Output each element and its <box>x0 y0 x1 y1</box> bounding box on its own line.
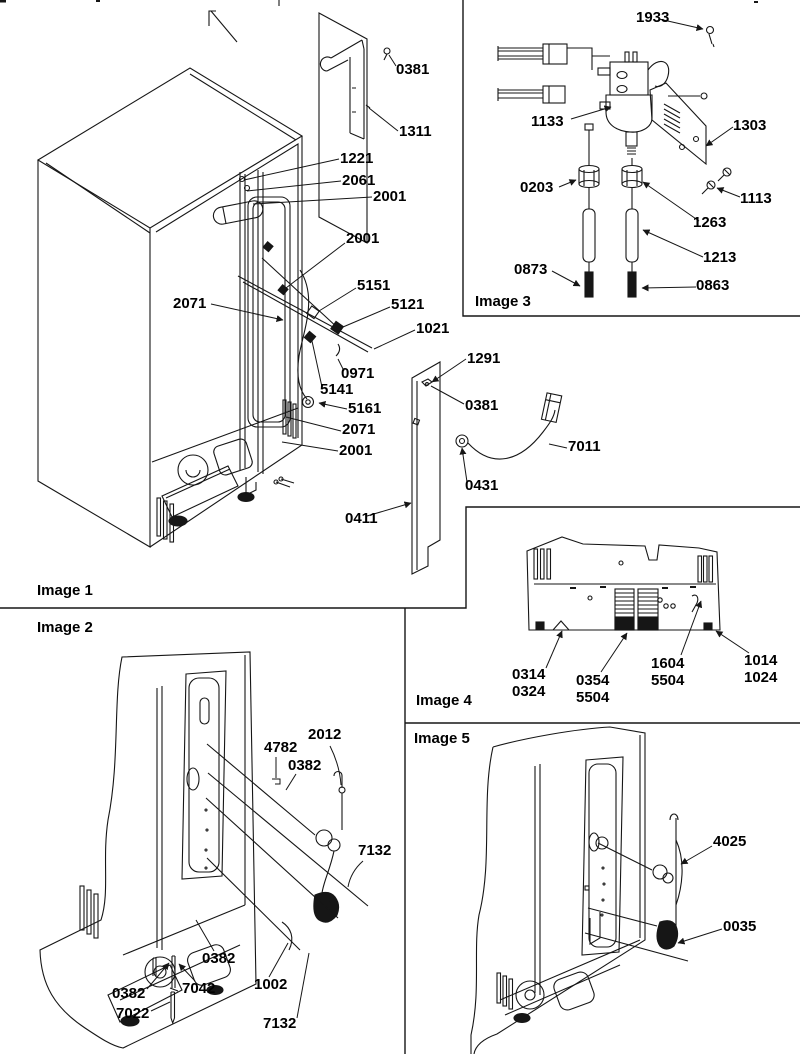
part-label-1021: 1021 <box>416 320 450 337</box>
part-label-4025: 4025 <box>713 833 747 850</box>
image5-art <box>471 727 722 1054</box>
part-label-0382: 0382 <box>112 985 146 1002</box>
part-label-1291: 1291 <box>467 350 501 367</box>
part-label-1133: 1133 <box>531 113 564 130</box>
part-label-0381: 0381 <box>396 61 430 78</box>
image5-caption: Image 5 <box>414 730 470 747</box>
part-label-0324: 0324 <box>512 683 546 700</box>
part-label-0382: 0382 <box>288 757 322 774</box>
part-label-2001: 2001 <box>373 188 407 205</box>
part-label-1014: 1014 <box>744 652 778 669</box>
part-label-0431: 0431 <box>465 477 499 494</box>
part-label-2012: 2012 <box>308 726 342 743</box>
part-label-0382: 0382 <box>202 950 236 967</box>
part-label-1221: 1221 <box>340 150 374 167</box>
image1-caption: Image 1 <box>37 582 93 599</box>
part-label-1213: 1213 <box>703 249 737 266</box>
part-label-0203: 0203 <box>520 179 554 196</box>
part-label-5504: 5504 <box>651 672 685 689</box>
part-label-5121: 5121 <box>391 296 425 313</box>
part-label-2001: 2001 <box>346 230 380 247</box>
part-label-0035: 0035 <box>723 918 757 935</box>
part-label-1604: 1604 <box>651 655 685 672</box>
part-label-7042: 7042 <box>182 980 216 997</box>
part-label-2061: 2061 <box>342 172 376 189</box>
part-label-4782: 4782 <box>264 739 298 756</box>
part-label-0971: 0971 <box>341 365 375 382</box>
image2-caption: Image 2 <box>37 619 93 636</box>
part-label-2071: 2071 <box>342 421 376 438</box>
part-label-2071: 2071 <box>173 295 207 312</box>
part-label-1002: 1002 <box>254 976 288 993</box>
part-label-1263: 1263 <box>693 214 727 231</box>
part-label-1311: 1311 <box>399 123 432 140</box>
image4-caption: Image 4 <box>416 692 472 709</box>
part-label-1113: 1113 <box>740 190 772 207</box>
part-label-5141: 5141 <box>320 381 354 398</box>
image4-art <box>527 537 749 672</box>
part-label-1303: 1303 <box>733 117 767 134</box>
part-label-0863: 0863 <box>696 277 730 294</box>
part-label-0354: 0354 <box>576 672 610 689</box>
part-label-0381: 0381 <box>465 397 499 414</box>
part-label-5504: 5504 <box>576 689 610 706</box>
image3-caption: Image 3 <box>475 293 531 310</box>
part-label-7011: 7011 <box>568 438 601 455</box>
part-label-1024: 1024 <box>744 669 778 686</box>
part-label-5161: 5161 <box>348 400 382 417</box>
part-label-0314: 0314 <box>512 666 546 683</box>
part-label-5151: 5151 <box>357 277 391 294</box>
part-label-7132: 7132 <box>358 842 392 859</box>
part-label-0873: 0873 <box>514 261 548 278</box>
part-label-2001: 2001 <box>339 442 373 459</box>
part-label-1933: 1933 <box>636 9 670 26</box>
part-label-7022: 7022 <box>116 1005 150 1022</box>
part-label-0411: 0411 <box>345 510 378 527</box>
part-label-7132: 7132 <box>263 1015 297 1032</box>
